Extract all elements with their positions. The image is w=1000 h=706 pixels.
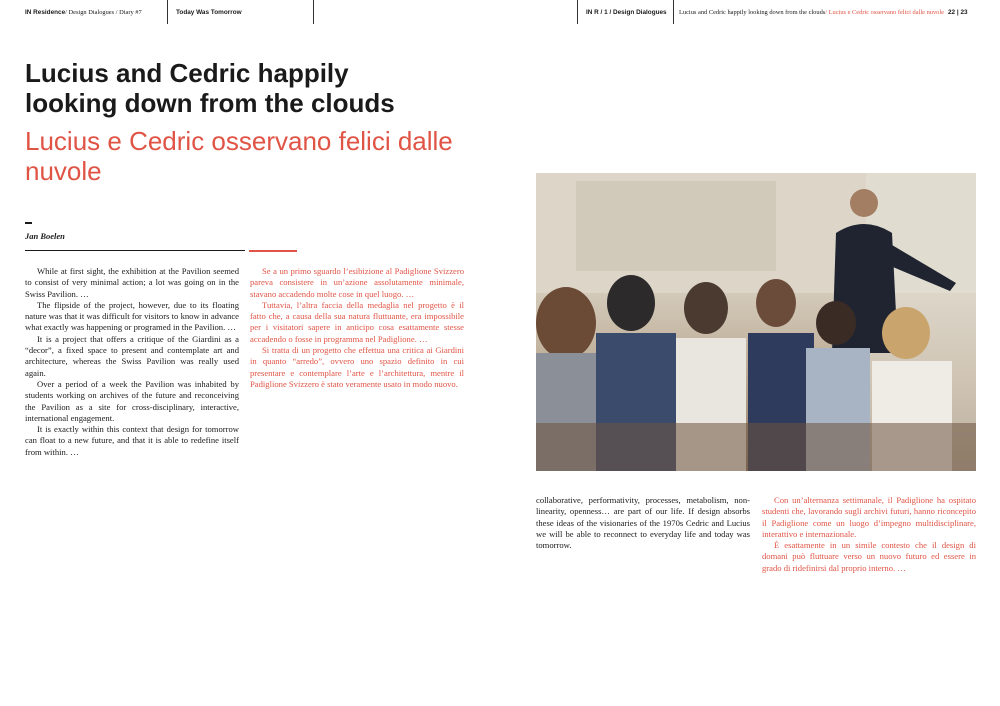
header-title-en: Lucius and Cedric happily looking down from the clouds — [679, 8, 826, 16]
lecture-photo-illustration — [536, 173, 976, 471]
paragraph: The flipside of the project, however, due to its floating nature was that it was difficult for visitors to know in advance what exactly was happening or programed in the Pavilion. … — [25, 299, 239, 333]
lecture-photo — [536, 173, 976, 471]
column-rule — [25, 250, 245, 251]
running-header-left-title — [176, 0, 242, 24]
running-header-left — [25, 0, 142, 24]
page-numbers-label: 22 | 23 — [948, 8, 968, 16]
paragraph: Se a un primo sguardo l’esibizione al Padiglione Svizzero pareva consistere in un’azione assolutamente minimale, stavano accadendo molte cose in quel luogo. … — [250, 266, 464, 299]
paragraph: Con un’alternanza settimanale, il Padiglione ha ospitato studenti che, lavorando sugli archivi futuri, hanno riconcepito il Padiglione come un luogo d’impegno multidisciplinare, interattivo e internazionale. — [762, 495, 976, 539]
header-divider — [577, 0, 578, 24]
paragraph: Si tratta di un progetto che effettua una critica ai Giardini in quanto “arredo”, ovvero uno spazio definito in cui presentare e contemplare l’arte e l’architettura, mentre il Padiglione Svizzero è stato veramente usato in modo nuovo. — [250, 345, 464, 389]
header-title-left: Today Was Tomorrow — [176, 8, 242, 16]
body-column-italian-2 — [762, 495, 976, 574]
byline-dash — [25, 222, 32, 224]
paragraph: It is a project that offers a critique of the Giardini as a “decor”, a fixed space to present and contemplate art and architecture, whereas the Swiss Pavilion was really used again. — [25, 333, 239, 378]
page-numbers — [948, 0, 968, 24]
running-header-right — [586, 0, 667, 24]
header-divider — [167, 0, 168, 24]
header-section-left: IN Residence — [25, 8, 66, 16]
body-column-italian-1 — [250, 266, 464, 390]
body-column-english-1 — [25, 266, 239, 458]
header-section-right: IN R / 1 / Design Dialogues — [586, 8, 667, 16]
header-divider — [313, 0, 314, 24]
article-title: Lucius and Cedric happily looking down from the clouds — [25, 58, 395, 118]
paragraph: Over a period of a week the Pavilion was inhabited by students working on archives of the future and reconceiving the Pavilion as a site for cross-disciplinary, interactive, international engagement. — [25, 378, 239, 423]
header-title-it: / Lucius e Cedric osservano felici dalle nuvole — [825, 8, 944, 16]
paragraph: While at first sight, the exhibition at the Pavilion seemed to consist of very minimal action; a lot was going on in the Swiss Pavilion. … — [25, 266, 239, 299]
header-path-left: / Design Dialogues / Diary #7 — [65, 8, 142, 16]
header-divider — [673, 0, 674, 24]
paragraph: È esattamente in un simile contesto che il design di domani può fluttuare verso un nuovo futuro ed essere in grado di ridefinirsi dal proprio interno. … — [762, 540, 976, 573]
body-column-english-2 — [536, 495, 750, 551]
running-header-right-title — [679, 0, 944, 24]
author-byline: Jan Boelen — [25, 231, 65, 241]
accent-rule — [249, 250, 297, 252]
paragraph: Tuttavia, l’altra faccia della medaglia nel progetto è il fatto che, a causa della sua natura fluttuante, era impossibile per i visitatori sapere in anticipo cosa esattamente stesse accadendo o fosse in programma nel Padiglione. … — [250, 299, 464, 344]
paragraph: It is exactly within this context that design for tomorrow can float to a new future, and that it is able to redefine itself from within. … — [25, 424, 239, 457]
paragraph: collaborative, performativity, processes, metabolism, non-linearity, openness… are part of our life. If design absorbs these ideas of the visionaries of the 1970s Cedric and Lucius we will be able to reconnect to everyday life and today was tomorrow. — [536, 495, 750, 551]
article-subtitle: Lucius e Cedric osservano felici dalle nuvole — [25, 126, 453, 186]
